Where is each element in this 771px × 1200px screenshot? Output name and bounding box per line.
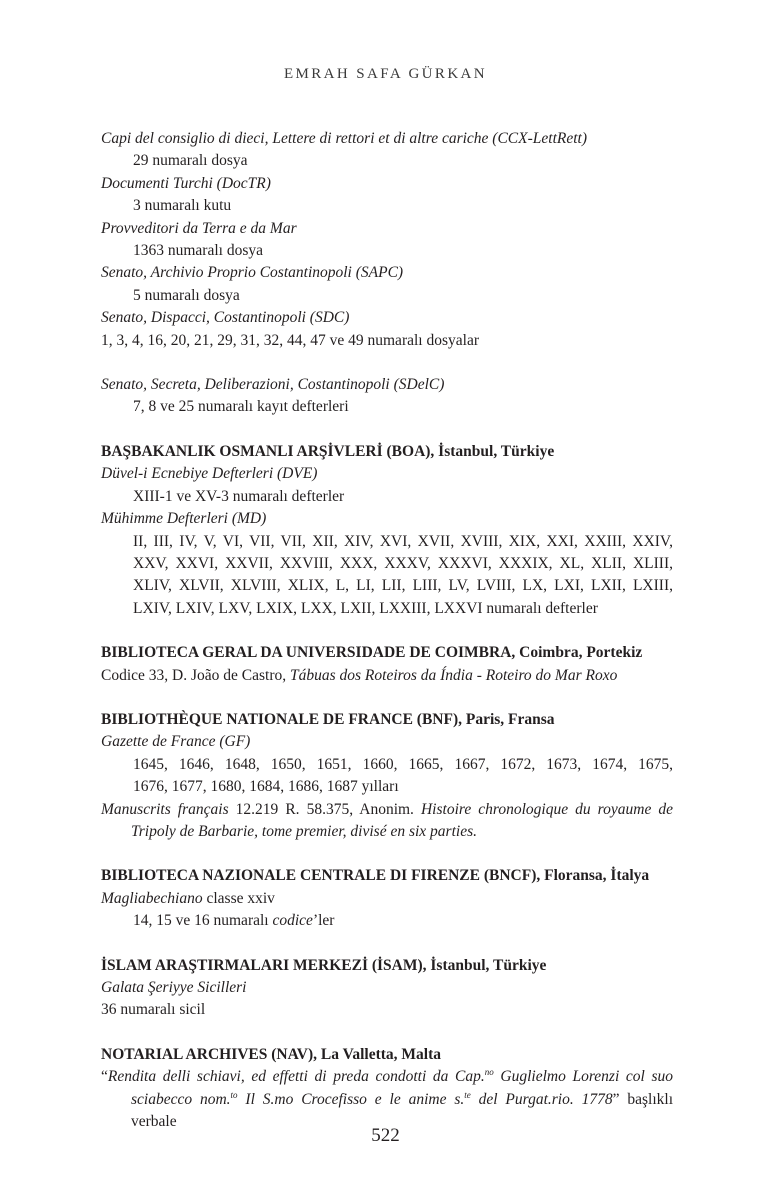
abbrev-superscript: te (464, 1089, 471, 1100)
file-list: 29 numaralı dosya (133, 152, 248, 170)
file-numbers: 14, 15 ve 16 numaralı (133, 912, 273, 930)
running-header: EMRAH SAFA GÜRKAN (283, 66, 488, 82)
archive-series: Documenti Turchi (DocTR) (101, 174, 271, 192)
entry-title: Guglielmo Lorenzi col suo sciabecco nom. (131, 1068, 673, 1108)
bibliography-body (101, 128, 673, 1133)
file-list: 1363 numaralı dosya (133, 242, 264, 260)
entry-title: del Purgat.rio. 1778 (470, 1090, 613, 1108)
file-list: 3 numaralı kutu (133, 197, 232, 215)
archive-series: Senato, Archivio Proprio Costantinopoli (SAPC) (101, 264, 404, 282)
file-list: 7, 8 ve 25 numaralı kayıt defterleri (133, 398, 349, 416)
archive-series: Senato, Dispacci, Costantinopoli (SDC) (101, 309, 350, 327)
series-class: classe xxiv (202, 889, 275, 907)
file-list (101, 910, 673, 932)
abbrev-superscript: no (484, 1067, 494, 1078)
page-number: 522 (371, 1125, 400, 1146)
file-term: codice (272, 912, 313, 930)
entry-series: Manuscrits français (101, 800, 229, 818)
manuscript-entry (101, 799, 673, 844)
archive-series: Gazette de France (GF) (101, 733, 251, 751)
archive-series: Düvel-i Ecnebiye Defterleri (DVE) (101, 465, 318, 483)
register-list: XXV, XXVI, XXVII, XXVIII, XXX, XXXV, XXXVI, XXXIX, XL, XLII, XLIII, (133, 554, 673, 572)
entry-title: Rendita delli schiavi, ed effetti di preda condotti da Cap. (107, 1068, 485, 1086)
abbrev-superscript: to (230, 1089, 238, 1100)
file-list: XIII-1 ve XV-3 numaralı defterler (133, 487, 345, 505)
archive-heading: BIBLIOTECA GERAL DA UNIVERSIDADE DE COIMBRA, Coimbra, Portekiz (101, 644, 643, 662)
archive-series (101, 888, 673, 910)
archive-heading: BAŞBAKANLIK OSMANLI ARŞİVLERİ (BOA), İstanbul, Türkiye (101, 442, 555, 460)
entry-title: Histoire chronologique du royaume de Tripoly de Barbarie, tome premier, divisé en six parties. (131, 800, 673, 840)
entry-text: Codice 33, D. João de Castro, (101, 666, 290, 684)
entry-title: Il S.mo Crocefisso e le anime s. (237, 1090, 465, 1108)
manuscript-entry (101, 665, 673, 687)
year-list: 1676, 1677, 1680, 1684, 1686, 1687 yılları (133, 778, 399, 796)
manuscript-entry (101, 1066, 673, 1133)
archive-series: Mühimme Defterleri (MD) (101, 510, 267, 528)
file-list: 1, 3, 4, 16, 20, 21, 29, 31, 32, 44, 47 ve 49 numaralı dosyalar (101, 331, 479, 349)
open-quote: “ (101, 1068, 108, 1086)
entry-text: 12.219 R. 58.375, Anonim. (228, 800, 421, 818)
file-list: 36 numaralı sicil (101, 1001, 206, 1019)
archive-series: Senato, Secreta, Deliberazioni, Costantinopoli (SDelC) (101, 376, 445, 394)
entry-title: Tábuas dos Roteiros da Índia - Roteiro do Mar Roxo (289, 666, 618, 684)
register-list: XLIV, XLVII, XLVIII, XLIX, L, LI, LII, LIII, LV, LVIII, LX, LXI, LXII, LXIII, (133, 577, 673, 595)
archive-series: Galata Şeriyye Sicilleri (101, 979, 247, 996)
entry-text: başlıklı verbale (131, 1090, 674, 1131)
archive-series: Provveditori da Terra e da Mar (101, 219, 297, 237)
archive-heading: BIBLIOTECA NAZIONALE CENTRALE DI FIRENZE (BNCF), Floransa, İtalya (101, 867, 650, 885)
file-list: 5 numaralı dosya (133, 286, 240, 304)
archive-series: Capi del consiglio di dieci, Lettere di rettori et di altre cariche (CCX-LettRett) (101, 130, 588, 147)
file-suffix: ’ler (312, 912, 335, 930)
archive-heading: BIBLIOTHÈQUE NATIONALE DE FRANCE (BNF), Paris, Fransa (101, 710, 555, 728)
series-name: Magliabechiano (101, 889, 203, 907)
year-list: 1645, 1646, 1648, 1650, 1651, 1660, 1665, 1667, 1672, 1673, 1674, 1675, (133, 755, 673, 773)
register-list: II, III, IV, V, VI, VII, VII, XII, XIV, XVI, XVII, XVIII, XIX, XXI, XXIII, XXIV, (133, 532, 673, 550)
close-quote: ” (612, 1090, 620, 1108)
archive-heading: İSLAM ARAŞTIRMALARI MERKEZİ (İSAM), İstanbul, Türkiye (101, 956, 547, 974)
archive-heading: NOTARIAL ARCHIVES (NAV), La Valletta, Malta (101, 1045, 442, 1063)
register-list: LXIV, LXIV, LXV, LXIX, LXX, LXII, LXXIII, LXXVI numaralı defterler (133, 599, 598, 617)
